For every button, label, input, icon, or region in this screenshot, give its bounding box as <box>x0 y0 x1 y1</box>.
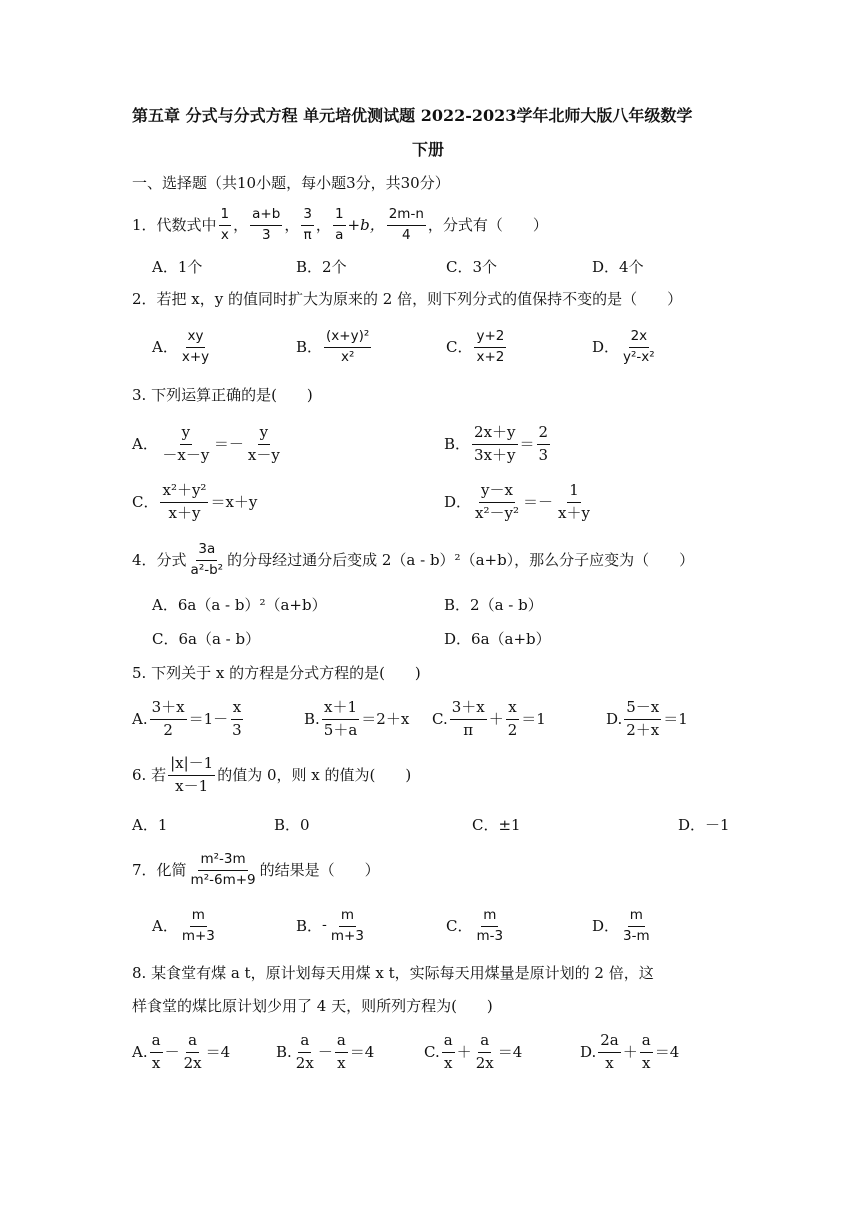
question-8-stem-line2: 样食堂的煤比原计划少用了 4 天，则所列方程为( ) <box>132 997 493 1015</box>
question-3-stem: 3. 下列运算正确的是( ) <box>132 386 313 404</box>
section-heading: 一、选择题（共10小题，每小题3分，共30分） <box>132 174 450 192</box>
q2-option-c[interactable]: C． $\frac{y+2}{x+2}$ <box>446 327 505 365</box>
q3-option-a[interactable]: A． $\frac{y}{-x-y}$ ＝－ $\frac{y}{x-y}$ <box>132 423 280 464</box>
q1-option-a[interactable]: A．1个 <box>152 258 203 276</box>
q5-option-b[interactable]: B. $\frac{x+1}{5+a}$ ＝2＋x <box>304 698 410 739</box>
q7-option-a[interactable]: A． $\frac{m}{m+3}$ <box>152 906 215 944</box>
q5-option-c[interactable]: C. $\frac{3+x}{\pi}$ ＋ $\frac{x}{2}$ ＝1 <box>432 698 546 739</box>
question-5-stem: 5. 下列关于 x 的方程是分式方程的是( ) <box>132 664 421 682</box>
q1-fraction-4-tail: +b， <box>347 215 385 234</box>
doc-title-line1: 第五章 分式与分式方程 单元培优测试题 2022-2023学年北师大版八年级数学 <box>132 106 693 125</box>
q1-fraction-2: $\frac{a+b}{3}$ <box>252 205 281 243</box>
q1-suffix: ，分式有（ ） <box>427 215 548 234</box>
q4-option-c[interactable]: C．6a（a - b） <box>152 630 261 648</box>
q7-option-c[interactable]: C． $\frac{m}{m-3}$ <box>446 906 504 944</box>
question-8-stem-line1: 8. 某食堂有煤 a t，原计划每天用煤 x t，实际每天用煤量是原计划的 2 倍，这 <box>132 964 654 982</box>
q6-option-d[interactable]: D．－1 <box>678 816 730 834</box>
q1-fraction-4: $\frac{1}{a}$ <box>334 205 344 243</box>
q4-option-b[interactable]: B．2（a - b） <box>444 596 543 614</box>
q5-option-a[interactable]: A. $\frac{3+x}{2}$ ＝1－ $\frac{x}{3}$ <box>132 698 242 739</box>
q1-fraction-3: $\frac{3}{\pi}$ <box>303 205 312 243</box>
doc-title-line2: 下册 <box>412 140 445 159</box>
q1-option-b[interactable]: B．2个 <box>296 258 347 276</box>
q8-option-c[interactable]: C. $\frac{a}{x}$ ＋ $\frac{a}{2x}$ ＝4 <box>424 1031 523 1072</box>
q8-option-b[interactable]: B. $\frac{a}{2x}$ － $\frac{a}{x}$ ＝4 <box>276 1031 375 1072</box>
q8-option-d[interactable]: D. $\frac{2a}{x}$ ＋ $\frac{a}{x}$ ＝4 <box>580 1031 680 1072</box>
q1-fraction-5: $\frac{2m-n}{4}$ <box>388 205 424 243</box>
q8-option-a[interactable]: A. $\frac{a}{x}$ － $\frac{a}{2x}$ ＝4 <box>132 1031 231 1072</box>
q6-option-a[interactable]: A．1 <box>132 816 168 834</box>
q4-option-d[interactable]: D．6a（a+b） <box>444 630 551 648</box>
question-7-stem: 7．化简 $\frac{\text{m²-3m}}{\text{m²-6m+9}}$ 的结果是（ ） <box>132 850 380 888</box>
q2-option-d[interactable]: D． $\frac{2x}{\text{y²-x²}}$ <box>592 327 655 365</box>
question-6-stem: 6. 若 $\frac{|x|-1}{x-1}$ 的值为 0，则 x 的值为( ) <box>132 754 412 795</box>
q7-option-b[interactable]: B． - $\frac{m}{m+3}$ <box>296 906 364 944</box>
q1-option-c[interactable]: C．3个 <box>446 258 498 276</box>
q2-option-a[interactable]: A． $\frac{xy}{x+y}$ <box>152 327 210 365</box>
question-4-stem: 4．分式 $\frac{3a}{\text{a²-b²}}$ 的分母经过通分后变成 2（a - b）²（a+b），那么分子应变为（ ） <box>132 540 695 578</box>
q3-option-b[interactable]: B． $\frac{2x+y}{3x+y}$ ＝ $\frac{2}{3}$ <box>444 423 549 464</box>
q4-option-a[interactable]: A．6a（a - b）²（a+b） <box>152 596 327 614</box>
q6-option-b[interactable]: B．0 <box>274 816 310 834</box>
q3-option-d[interactable]: D． $\frac{y-x}{\text{x²－y²}}$ ＝－ $\frac{1}{x+y}$ <box>444 481 590 522</box>
q2-option-b[interactable]: B． $\frac{\text{(x+y)²}}{\text{x²}}$ <box>296 327 370 365</box>
question-2-stem: 2．若把 x，y 的值同时扩大为原来的 2 倍，则下列分式的值保持不变的是（ ） <box>132 290 683 308</box>
q1-prefix: 1．代数式中 <box>132 215 217 234</box>
q3-option-c[interactable]: C． $\frac{\text{x²＋y²}}{x+y}$ ＝x＋y <box>132 481 258 522</box>
q6-option-c[interactable]: C．±1 <box>472 816 521 834</box>
q5-option-d[interactable]: D. $\frac{5-x}{2+x}$ ＝1 <box>606 698 688 739</box>
q1-option-d[interactable]: D．4个 <box>592 258 644 276</box>
question-1-stem: 1．代数式中 $\frac{1}{x}$ ， $\frac{a+b}{3}$ ， $\frac{3}{\pi}$ ， $\frac{1}{a}$ +b， $\frac{2m-n}{4}$ ，分式有（ ） <box>132 205 548 243</box>
q7-option-d[interactable]: D． $\frac{m}{3-m}$ <box>592 906 650 944</box>
q1-fraction-1: $\frac{1}{x}$ <box>220 205 230 243</box>
